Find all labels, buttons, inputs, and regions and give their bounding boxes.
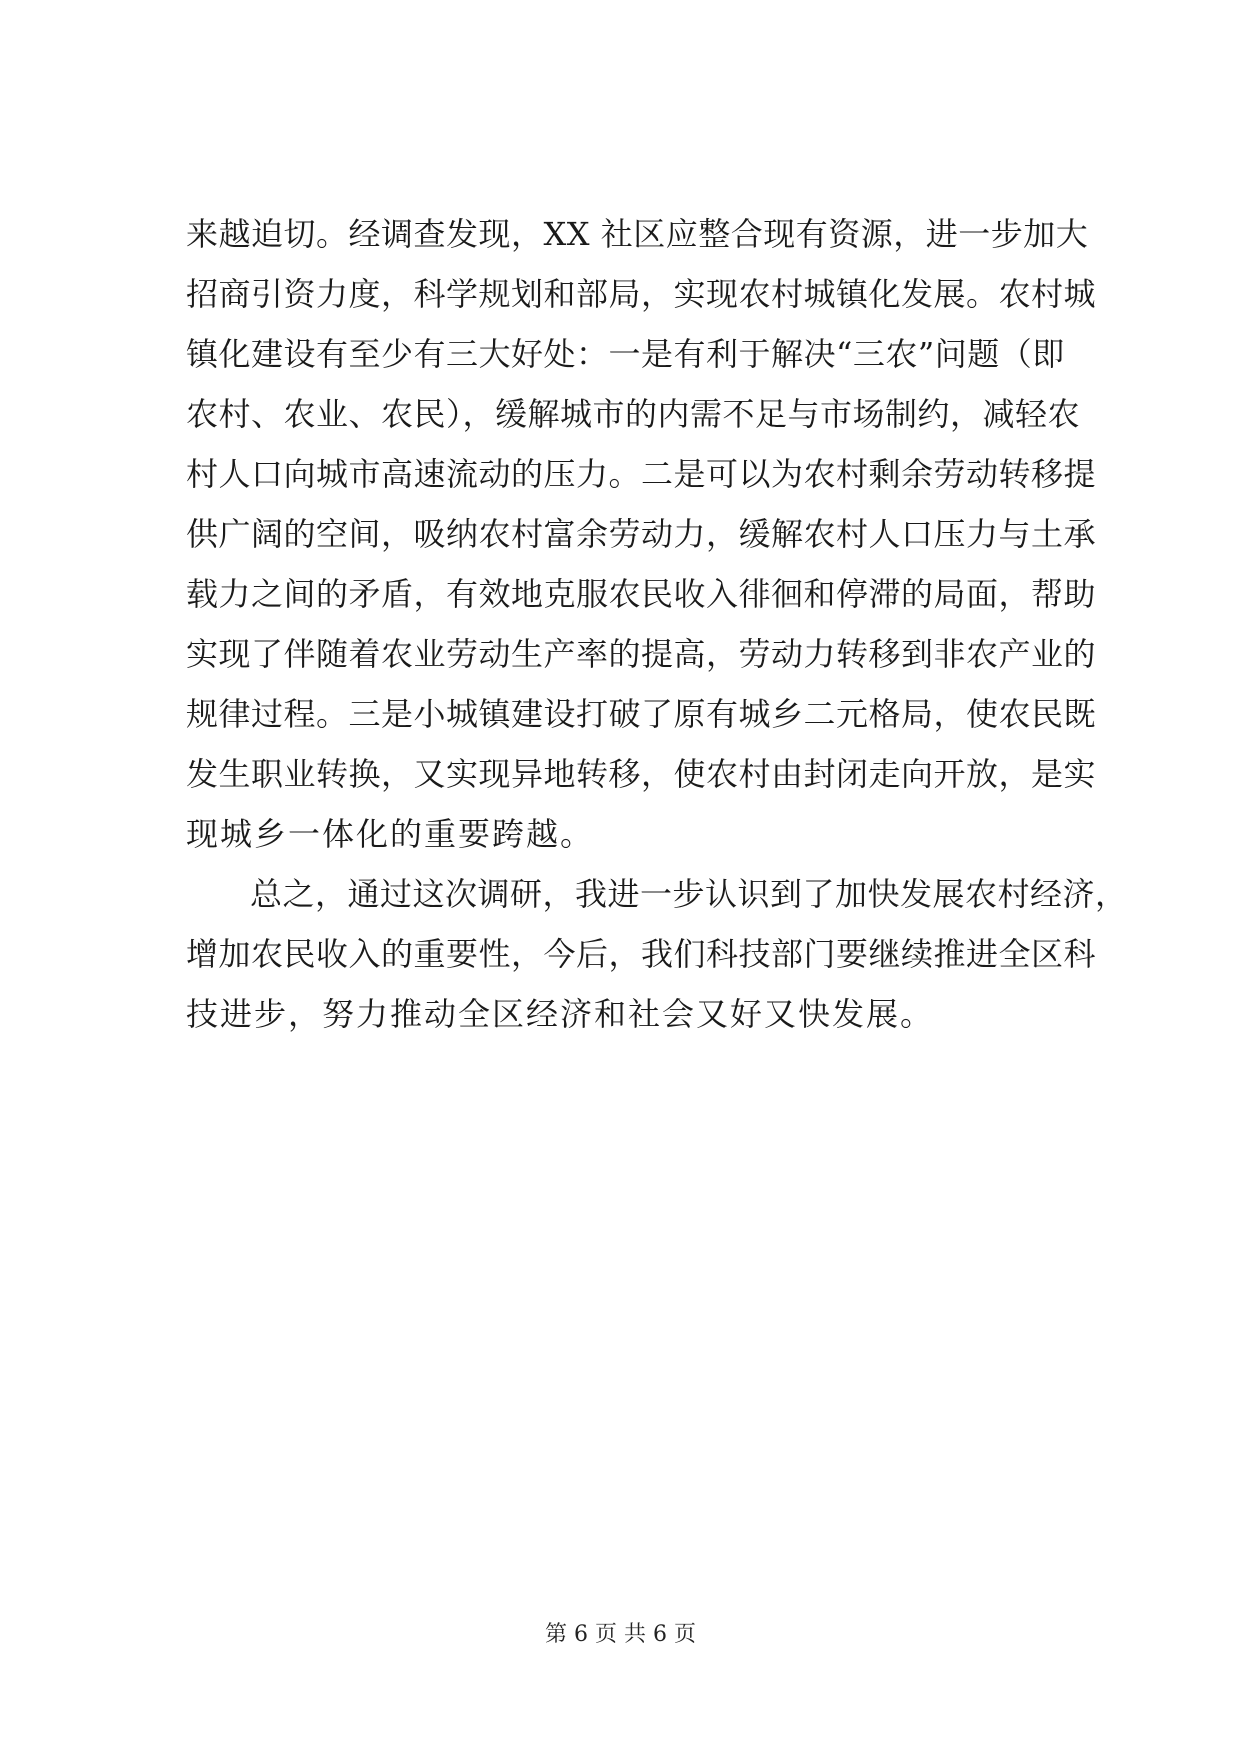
- text-line: 招商引资力度，科学规划和部局，实现农村城镇化发展。农村城: [186, 275, 1097, 313]
- paragraph-conclusion: [186, 864, 1128, 1044]
- text-line: 村人口向城市高速流动的压力。二是可以为农村剩余劳动转移提: [186, 455, 1097, 493]
- text-line: 供广阔的空间，吸纳农村富余劳动力，缓解农村人口压力与土承: [186, 515, 1097, 553]
- document-body: [186, 204, 1128, 1044]
- text-line: 载力之间的矛盾，有效地克服农民收入徘徊和停滞的局面，帮助: [186, 575, 1097, 613]
- text-line: 实现了伴随着农业劳动生产率的提高，劳动力转移到非农产业的: [186, 635, 1097, 673]
- text-line: 镇化建设有至少有三大好处：一是有利于解决“三农”问题（即: [186, 335, 1065, 373]
- text-line: 增加农民收入的重要性，今后，我们科技部门要继续推进全区科: [186, 935, 1097, 973]
- text-line: 技进步，努力推动全区经济和社会又好又快发展。: [186, 995, 935, 1033]
- text-line: 总之，通过这次调研，我进一步认识到了加快发展农村经济，: [250, 875, 1128, 913]
- text-line: 农村、农业、农民），缓解城市的内需不足与市场制约，减轻农: [186, 395, 1081, 433]
- page-number-footer: 第 6 页 共 6 页: [545, 1622, 696, 1647]
- text-line: 现城乡一体化的重要跨越。: [186, 815, 595, 853]
- paragraph-rural-urbanization: [186, 204, 1097, 864]
- text-line: 发生职业转换，又实现异地转移，使农村由封闭走向开放，是实: [186, 755, 1097, 793]
- text-line: 规律过程。三是小城镇建设打破了原有城乡二元格局，使农民既: [186, 695, 1097, 733]
- text-line: 来越迫切。经调查发现，XX 社区应整合现有资源，进一步加大: [186, 215, 1089, 253]
